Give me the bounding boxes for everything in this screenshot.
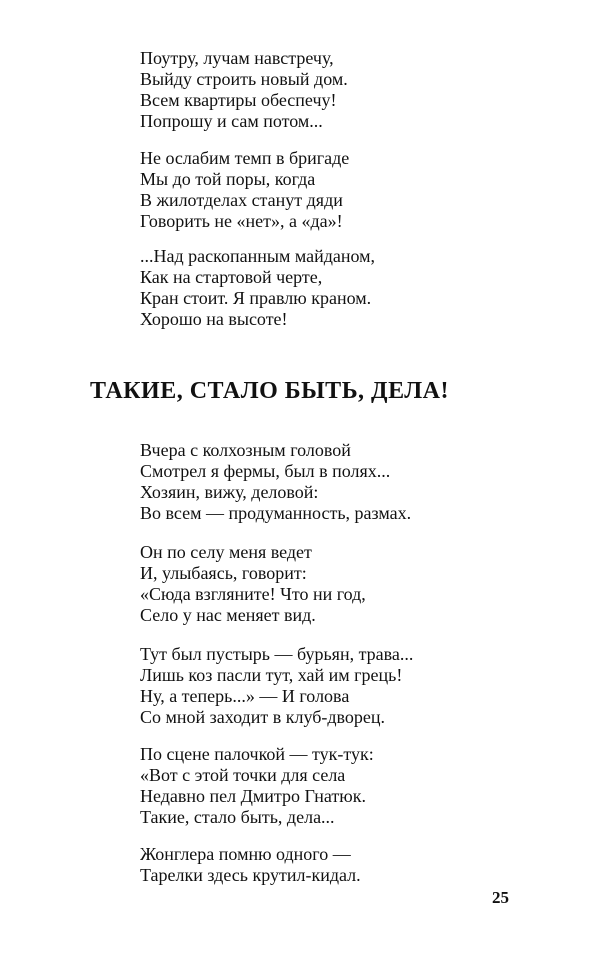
stanza: [140, 440, 411, 524]
verse-line: Лишь коз пасли тут, хай им грець!: [140, 665, 403, 685]
verse-line: И, улыбаясь, говорит:: [140, 563, 307, 583]
verse-line: Кран стоит. Я правлю краном.: [140, 288, 372, 308]
poem-title: ТАКИЕ, СТАЛО БЫТЬ, ДЕЛА!: [90, 378, 449, 404]
verse-line: Недавно пел Дмитро Гнатюк.: [140, 786, 366, 806]
verse-line: Говорить не «нет», а «да»!: [140, 211, 343, 231]
verse-line: Смотрел я фермы, был в полях...: [140, 461, 391, 481]
stanza: [140, 148, 349, 232]
stanza: [140, 844, 361, 886]
stanza: [140, 48, 348, 132]
verse-line: Тарелки здесь крутил-кидал.: [140, 865, 361, 885]
verse-line: Выйду строить новый дом.: [140, 69, 348, 89]
verse-line: Ну, а теперь...» — И голова: [140, 686, 350, 706]
verse-line: Во всем — продуманность, размах.: [140, 503, 412, 523]
verse-line: Хорошо на высоте!: [140, 309, 288, 329]
verse-line: В жилотделах станут дяди: [140, 190, 343, 210]
verse-line: ...Над раскопанным майданом,: [140, 246, 376, 266]
verse-line: Село у нас меняет вид.: [140, 605, 316, 625]
verse-line: Мы до той поры, когда: [140, 169, 316, 189]
verse-line: «Вот с этой точки для села: [140, 765, 346, 785]
verse-line: Такие, стало быть, дела...: [140, 807, 335, 827]
stanza: [140, 744, 374, 828]
verse-line: Всем квартиры обеспечу!: [140, 90, 337, 110]
verse-line: Не ослабим темп в бригаде: [140, 148, 350, 168]
page-number: 25: [492, 888, 509, 907]
verse-line: Со мной заходит в клуб-дворец.: [140, 707, 386, 727]
verse-line: По сцене палочкой — тук-тук:: [140, 744, 374, 764]
verse-line: Жонглера помню одного —: [140, 844, 351, 864]
verse-line: Поутру, лучам навстречу,: [140, 48, 334, 68]
verse-line: Вчера с колхозным головой: [140, 440, 351, 460]
stanza: [140, 542, 366, 626]
verse-line: «Сюда взгляните! Что ни год,: [140, 584, 366, 604]
verse-line: Хозяин, вижу, деловой:: [140, 482, 319, 502]
verse-line: Как на стартовой черте,: [140, 267, 323, 287]
verse-line: Попрошу и сам потом...: [140, 111, 323, 131]
verse-line: Тут был пустырь — бурьян, трава...: [140, 644, 414, 664]
stanza: [140, 644, 413, 728]
stanza: [140, 246, 375, 330]
verse-line: Он по селу меня ведет: [140, 542, 312, 562]
